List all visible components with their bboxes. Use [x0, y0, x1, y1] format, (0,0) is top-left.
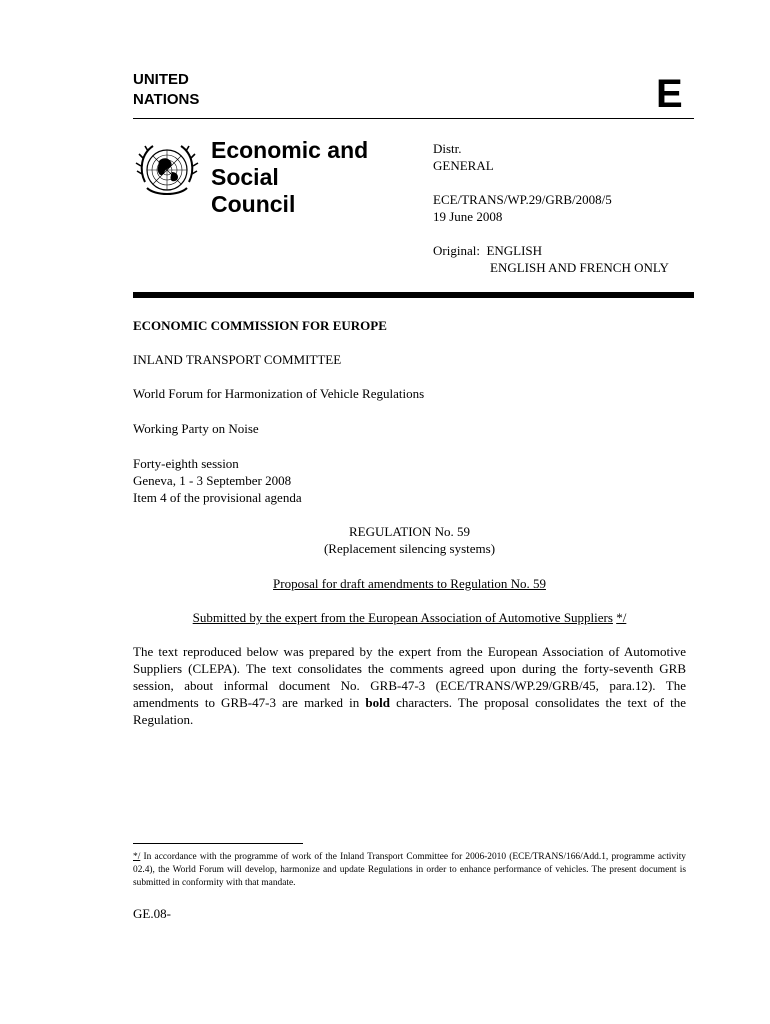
distr-label: Distr.	[433, 141, 462, 156]
agenda-item: Item 4 of the provisional agenda	[133, 490, 302, 505]
masthead-rule	[133, 292, 694, 298]
footnote-divider	[133, 843, 303, 844]
original-label: Original:	[433, 243, 480, 258]
un-emblem-icon	[133, 138, 201, 206]
proposal-title-text: Proposal for draft amendments to Regulation No. 59	[273, 576, 546, 591]
language-code: E	[656, 72, 683, 116]
regulation-title: REGULATION No. 59	[349, 524, 470, 539]
council-line-1: Economic and Social	[211, 137, 369, 190]
document-languages: ENGLISH AND FRENCH ONLY	[490, 260, 669, 275]
header-divider	[133, 118, 694, 119]
regulation-subtitle: (Replacement silencing systems)	[323, 541, 496, 556]
distribution-block	[433, 140, 669, 276]
footnote-text: In accordance with the programme of work of the Inland Transport Committee for 2006-2010 (ECE/TRANS/166/Add.1, programme activity 02.4), the World Forum will develop, harmonize and update Regulations in order to enhance performance of vehicles. The present document is submitted in conformity with that mandate.	[133, 852, 686, 888]
council-title	[211, 137, 426, 218]
footnote-marker: */	[133, 852, 141, 862]
paragraph-text-1: The text reproduced below was prepared by the expert from the European Association of Automotive Suppliers (CLEPA). The text consolidates the comments agreed upon during the forty-seventh GRB session, about informal document No. GRB-47-3 (ECE/TRANS/WP.29/GRB/45, para.12). The amendments to GRB-47-3 are marked in	[133, 644, 686, 710]
original-language: ENGLISH	[486, 243, 543, 258]
footnote	[133, 851, 686, 890]
submitted-by-line	[133, 609, 686, 626]
committee-heading: INLAND TRANSPORT COMMITTEE	[133, 352, 342, 367]
session-venue: Geneva, 1 - 3 September 2008	[133, 473, 292, 488]
session-info	[133, 455, 686, 506]
working-party-heading: Working Party on Noise	[133, 421, 259, 436]
document-date: 19 June 2008	[433, 209, 503, 224]
intro-paragraph	[133, 643, 686, 728]
paragraph-bold-word: bold	[365, 695, 390, 710]
org-line-2: NATIONS	[133, 91, 200, 108]
distr-value: GENERAL	[433, 158, 494, 173]
paragraph-text-2: characters. The proposal consolidates the text of the Regulation.	[133, 695, 686, 727]
submitted-by-text: Submitted by the expert from the European Association of Automotive Suppliers	[192, 610, 613, 625]
org-line-1: UNITED	[133, 71, 189, 88]
session-name: Forty-eighth session	[133, 456, 239, 471]
forum-heading: World Forum for Harmonization of Vehicle Regulations	[133, 386, 425, 401]
job-number: GE.08-	[133, 906, 171, 921]
original-language-line	[433, 242, 669, 259]
document-symbol: ECE/TRANS/WP.29/GRB/2008/5	[433, 192, 612, 207]
footnote-reference[interactable]: */	[616, 610, 627, 625]
commission-heading: ECONOMIC COMMISSION FOR EUROPE	[133, 318, 387, 333]
proposal-title	[133, 575, 686, 592]
organization-name	[133, 70, 199, 110]
council-line-2: Council	[211, 191, 296, 217]
